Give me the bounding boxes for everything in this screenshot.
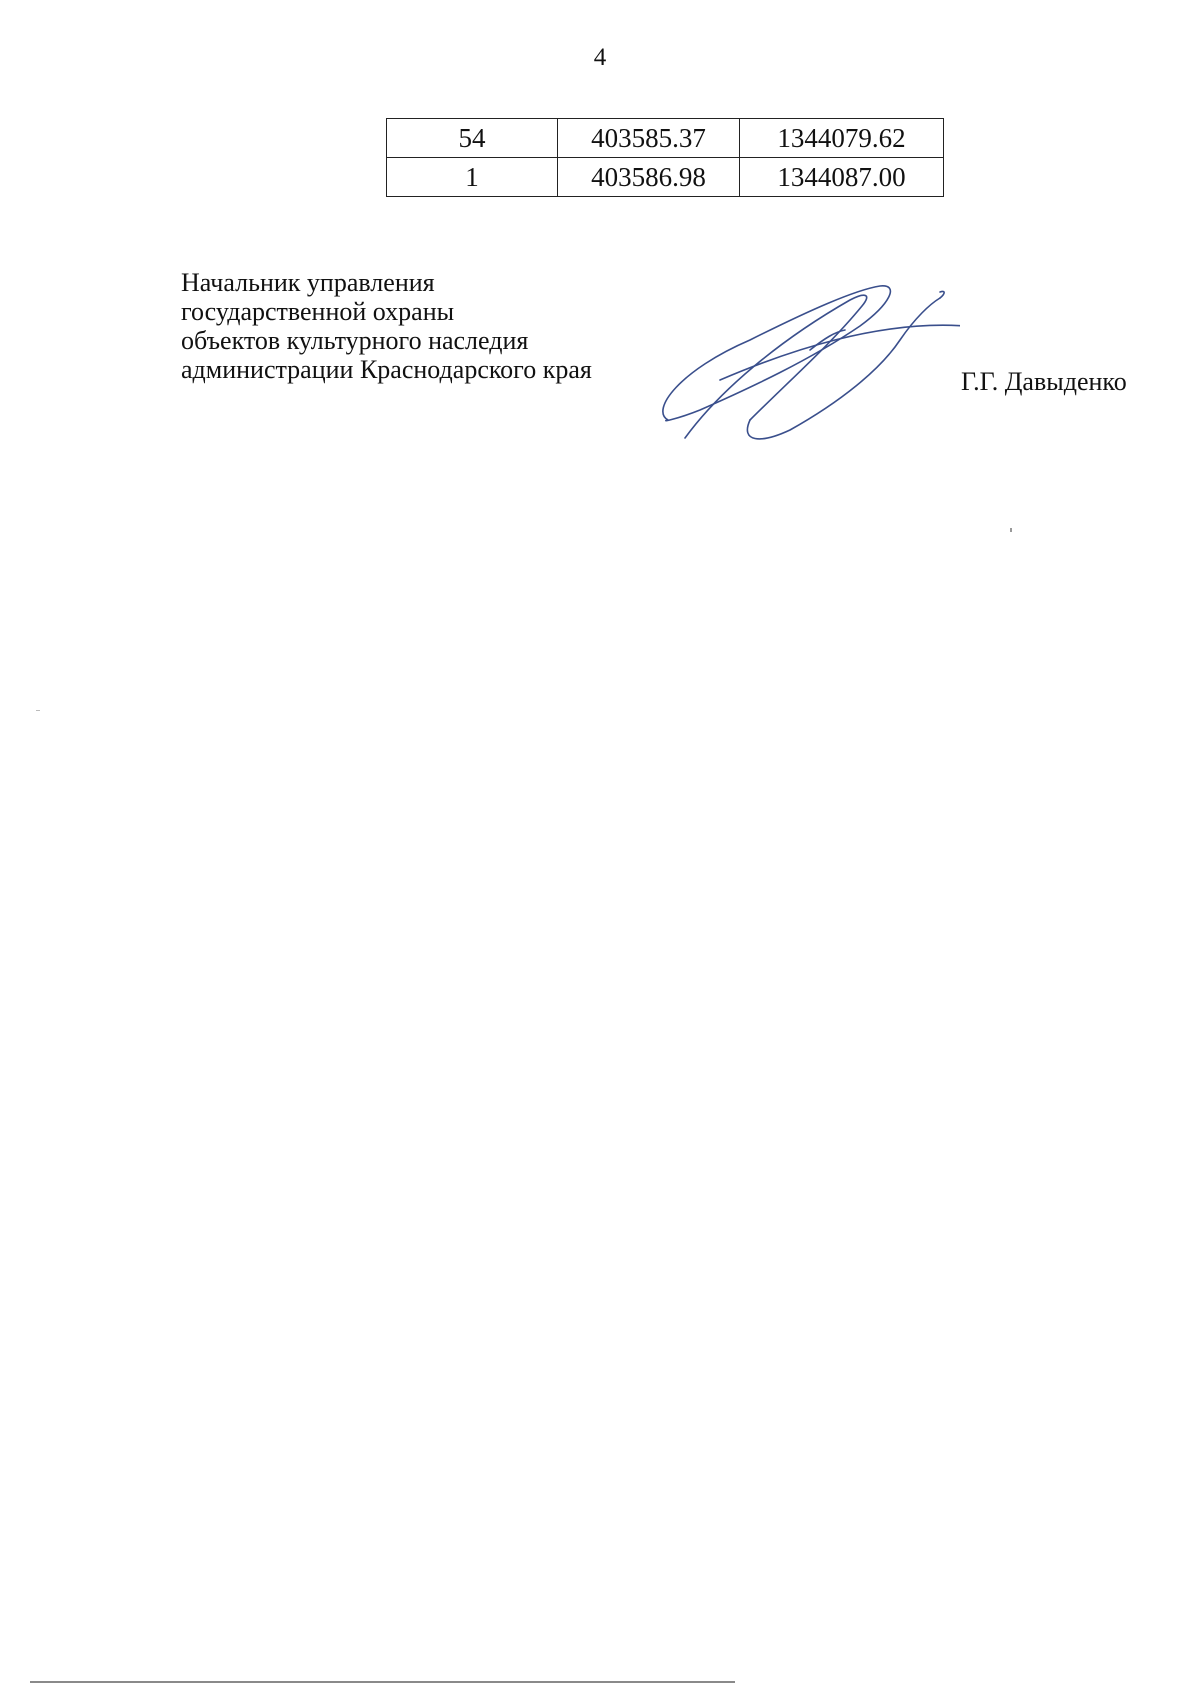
signature-stroke	[747, 298, 940, 439]
point-number-cell: 54	[387, 119, 558, 158]
signatory-position	[181, 268, 592, 384]
handwritten-signature	[640, 270, 960, 450]
table-row	[387, 119, 944, 158]
x-coordinate-cell: 403585.37	[558, 119, 740, 158]
signature-stroke	[940, 291, 944, 298]
table-row	[387, 158, 944, 197]
x-coordinate-cell: 403586.98	[558, 158, 740, 197]
y-coordinate-cell: 1344087.00	[740, 158, 944, 197]
page-number: 4	[593, 44, 607, 71]
signature-stroke	[685, 295, 867, 438]
position-line: Начальник управления	[181, 268, 435, 297]
position-line: государственной охраны	[181, 297, 455, 326]
scan-edge-line	[30, 1681, 735, 1683]
y-coordinate-cell: 1344079.62	[740, 119, 944, 158]
scan-speck	[36, 710, 40, 711]
signer-name: Г.Г. Давыденко	[961, 367, 1127, 396]
signature-stroke	[720, 325, 960, 380]
position-line: администрации Краснодарского края	[181, 355, 592, 384]
position-line: объектов культурного наследия	[181, 326, 529, 355]
scan-speck	[1010, 528, 1012, 532]
signature-stroke	[663, 286, 891, 421]
coordinates-table	[386, 118, 944, 197]
point-number-cell: 1	[387, 158, 558, 197]
